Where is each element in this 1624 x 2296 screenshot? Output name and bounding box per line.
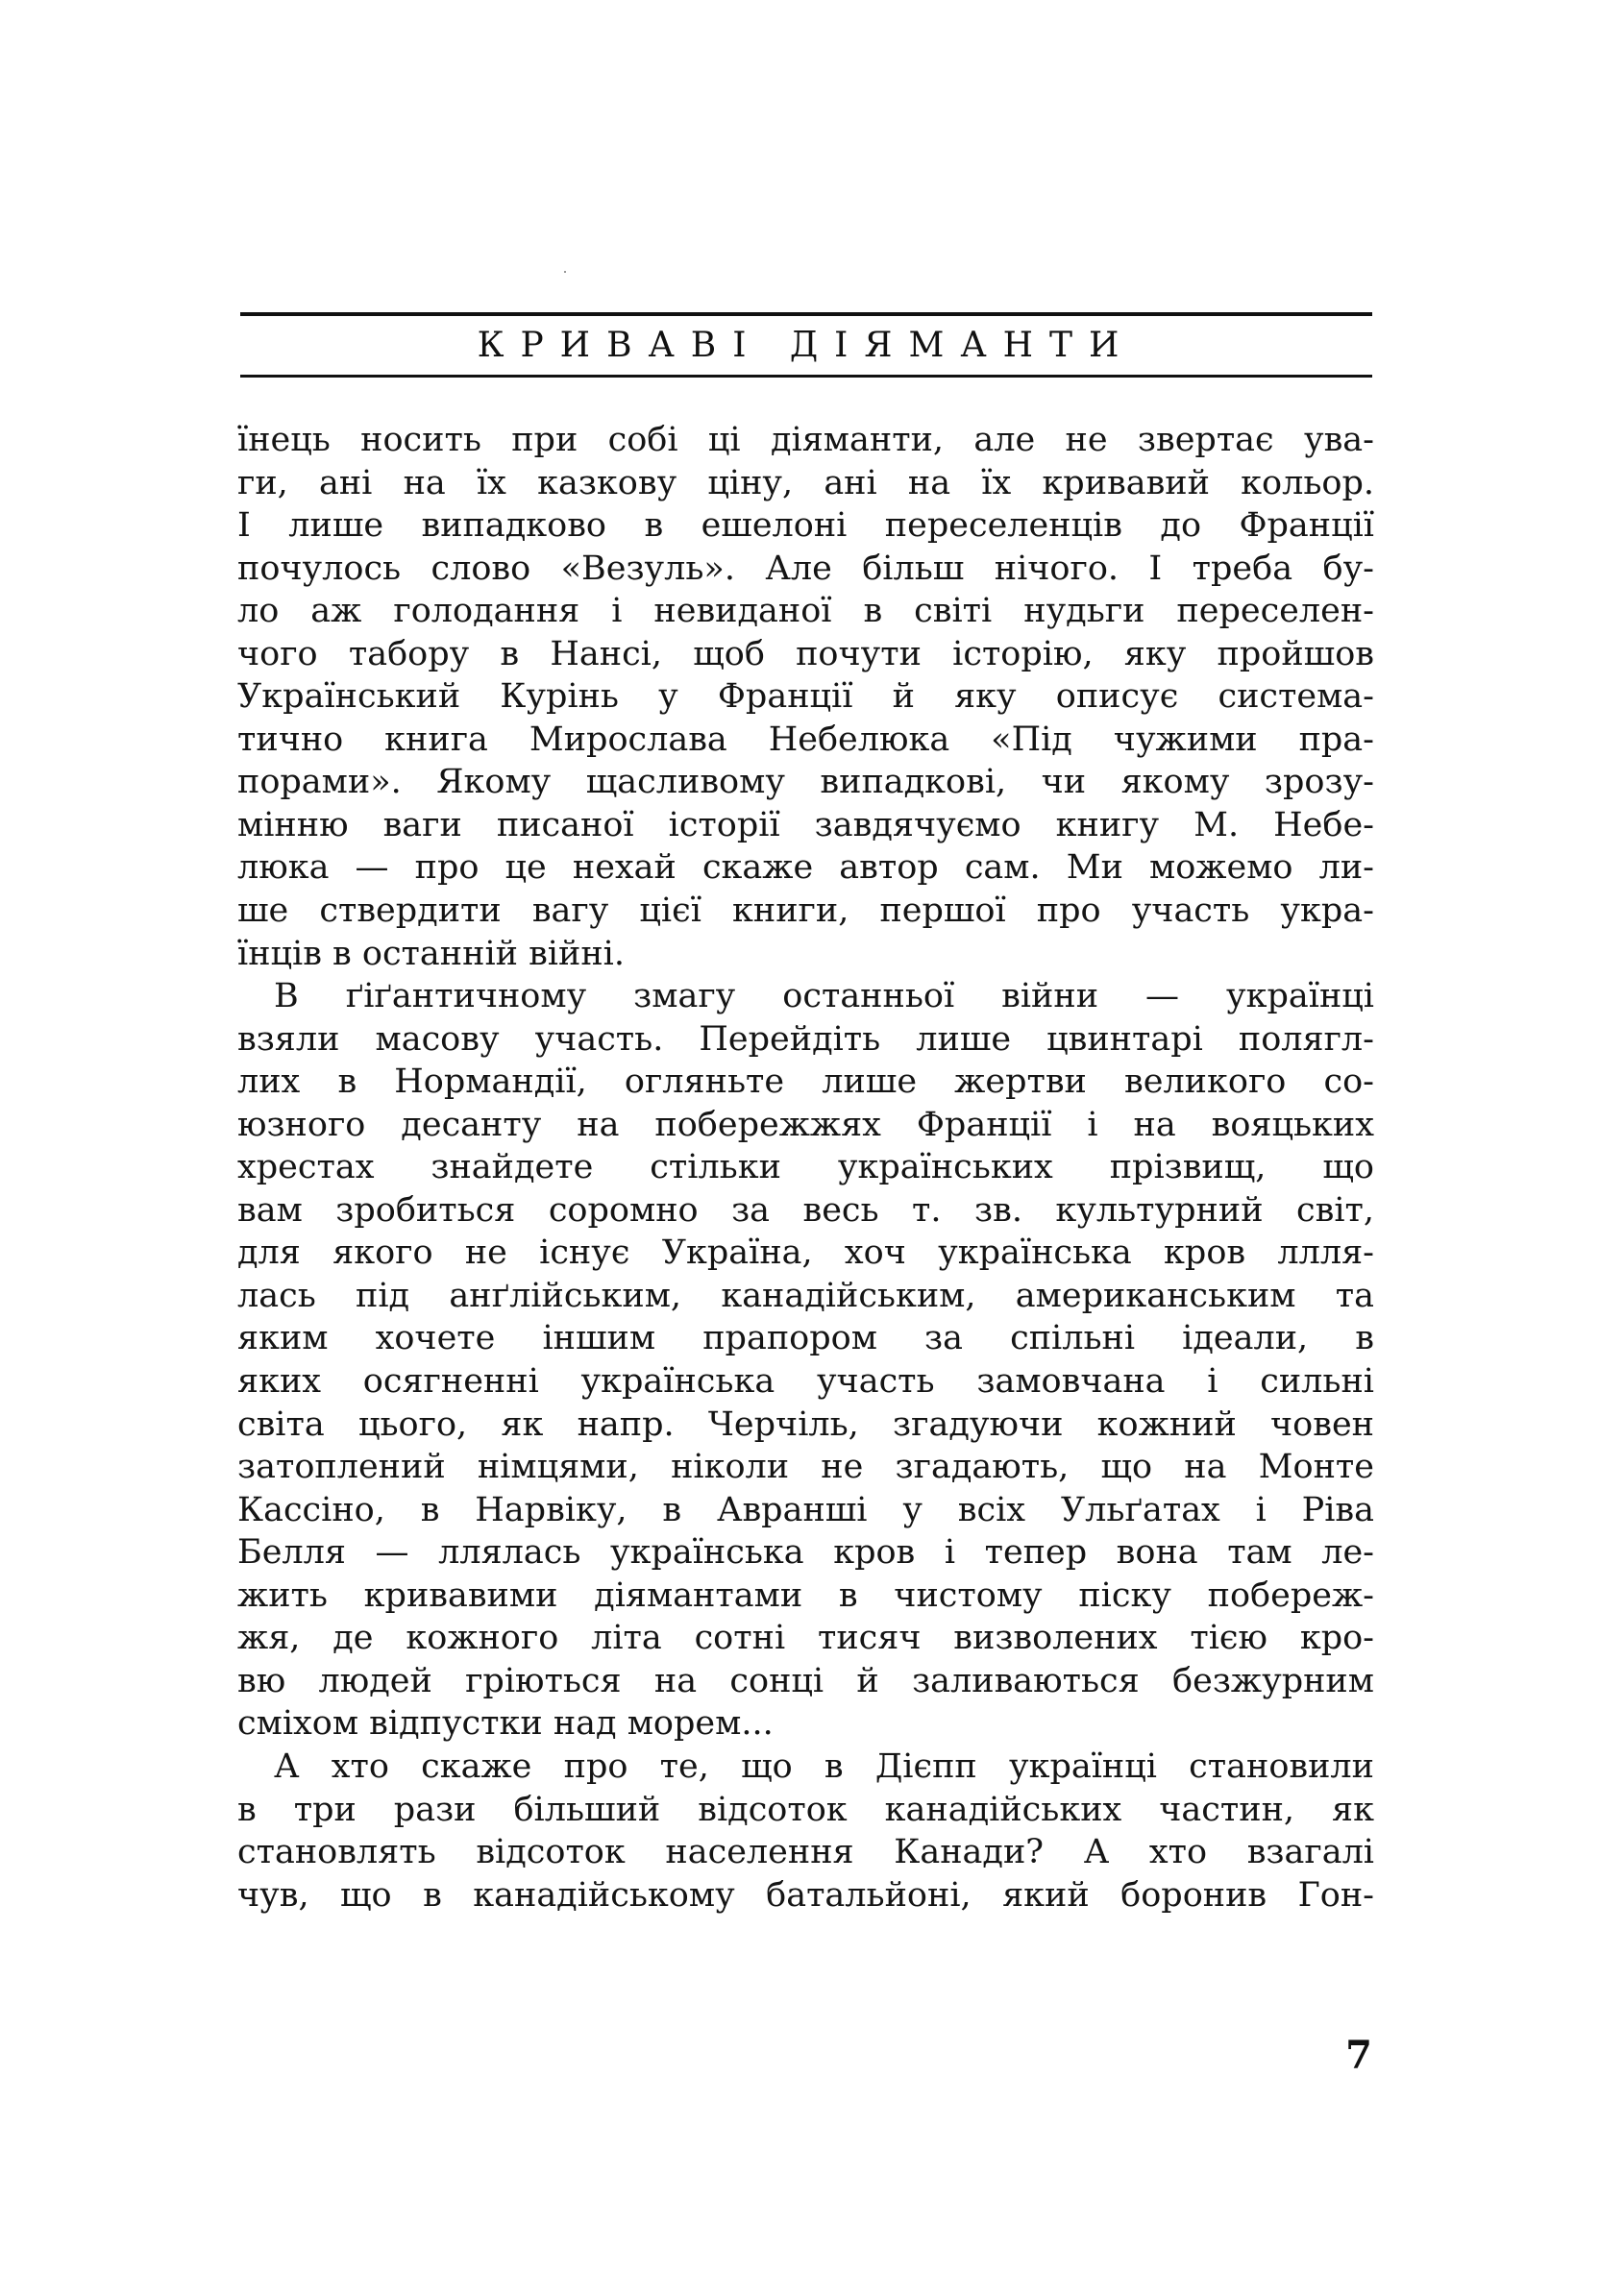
print-speck (564, 271, 566, 273)
text-line: вю людей гріються на сонці й заливаються безжурним (237, 1661, 1374, 1700)
text-line: їнців в останній війні. (237, 934, 625, 973)
text-line: жя, де кожного літа сотні тисяч визволених тією кро- (237, 1619, 1374, 1658)
header-rule-bottom (240, 375, 1372, 378)
text-line: порами». Якому щасливому випадкові, чи якому зрозу- (237, 763, 1374, 802)
text-line: ги, ані на їх казкову ціну, ані на їх кривавий кольор. (237, 463, 1374, 502)
text-line: в три рази більший відсоток канадійських частин, як (237, 1790, 1374, 1829)
text-line: мінню ваги писаної історії завдячуємо книгу М. Небе- (237, 805, 1374, 844)
text-line: жить кривавими діямантами в чистому піску побереж- (237, 1575, 1374, 1615)
text-line: становлять відсоток населення Канади? А хто взагалі (237, 1833, 1374, 1872)
text-line: їнець носить при собі ці діяманти, але не звертає ува- (237, 421, 1374, 459)
text-line: взяли масову участь. Перейдіть лише цвинтарі полягл- (237, 1019, 1374, 1059)
text-line: яких осягненні українська участь замовчана і сильні (237, 1362, 1374, 1402)
page-number: 7 (1345, 2033, 1372, 2078)
text-line: Кассіно, в Нарвіку, в Авранші у всіх Ульґатах і Ріва (237, 1490, 1374, 1529)
text-line: люка — про це нехай скаже автор сам. Ми можемо ли- (237, 848, 1374, 888)
text-line: почулось слово «Везуль». Але більш нічого. І треба бу- (237, 549, 1374, 588)
text-line: яким хочете іншим прапором за спільні ідеали, в (237, 1319, 1374, 1358)
text-line: Белля — ллялась українська кров і тепер вона там ле- (237, 1533, 1374, 1573)
text-line: світа цього, як напр. Черчіль, згадуючи кожний човен (237, 1404, 1374, 1444)
text-line: тично книга Мирослава Небелюка «Під чужими пра- (237, 720, 1374, 759)
text-line: Український Курінь у Франції й яку описує система- (237, 677, 1374, 717)
text-line: ше ствердити вагу цієї книги, першої про участь укра- (237, 892, 1374, 931)
text-line: лих в Нормандії, огляньте лише жертви великого со- (237, 1063, 1374, 1102)
running-head: КРИВАВІ ДІЯМАНТИ (477, 326, 1136, 365)
text-line: для якого не існує Україна, хоч українська кров ллля- (237, 1233, 1374, 1273)
body-text (237, 419, 1374, 1917)
paragraph-first-line: А хто скаже про те, що в Дієпп українці становили (274, 1746, 1374, 1786)
text-line: чого табору в Нансі, щоб почути історію, яку пройшов (237, 634, 1374, 673)
paragraph-first-line: В ґіґантичному змагу останньої війни — українці (274, 977, 1374, 1016)
text-line: хрестах знайдете стільки українських прізвищ, що (237, 1148, 1374, 1187)
header-rule-top (240, 312, 1372, 316)
text-line: І лише випадково в ешелоні переселенців до Франції (237, 506, 1374, 546)
text-line: ло аж голодання і невиданої в світі нудьги переселен- (237, 592, 1374, 631)
text-line: затоплений німцями, ніколи не згадають, що на Монте (237, 1448, 1374, 1487)
text-line: сміхом відпустки над морем... (237, 1704, 774, 1744)
text-line: юзного десанту на побережжях Франції і на вояцьких (237, 1105, 1374, 1144)
text-line: вам зробиться соромно за весь т. зв. культурний світ, (237, 1190, 1374, 1230)
text-line: чув, що в канадійському батальйоні, який боронив Гон- (237, 1875, 1374, 1915)
text-line: лась під анґлійським, канадійським, американським та (237, 1276, 1374, 1315)
